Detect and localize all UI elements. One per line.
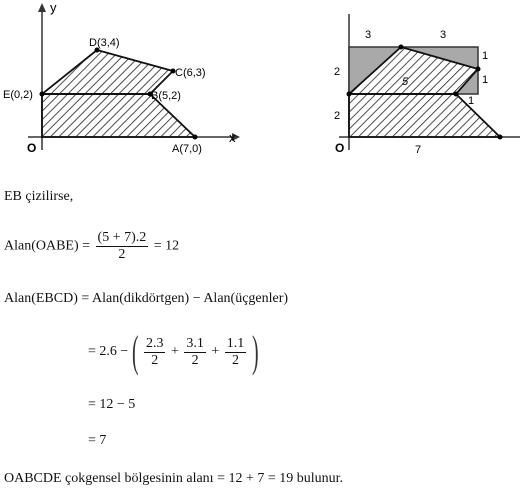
plus-2: + [211, 344, 220, 360]
point-e [40, 92, 45, 97]
y-axis-label: y [50, 0, 57, 15]
fraction-2-denominator: 2 [191, 352, 199, 368]
trapezoid-oabe [349, 94, 500, 137]
label-left-upper: 2 [334, 66, 341, 78]
fraction-3-numerator: 1.1 [226, 335, 245, 351]
label-inner-area: 5 [402, 76, 409, 88]
area-oabe-equation [4, 230, 179, 263]
label-c: C(6,3) [175, 67, 206, 79]
origin-label: O [335, 141, 345, 155]
line-eb-drawn: EB çizilirse, [4, 189, 74, 204]
label-top-right: 3 [440, 29, 447, 41]
plus-1: + [170, 344, 179, 360]
point-a [193, 135, 198, 140]
label-top-left: 3 [365, 29, 372, 41]
area-oabe-result: = 12 [153, 238, 180, 254]
fraction-1 [144, 336, 166, 369]
point-c [476, 67, 481, 72]
origin-label: O [27, 141, 37, 155]
left-paren: ( [131, 327, 139, 376]
area-ebcd-equation: Alan(EBCD) = Alan(dikdörtgen) − Alan(üçgenler) [4, 291, 289, 306]
label-e: E(0,2) [3, 89, 33, 101]
point-b [454, 92, 459, 97]
figure-polygon-coordinate [0, 0, 250, 160]
x-axis-label: x [229, 130, 236, 145]
point-d [399, 45, 404, 50]
right-paren: ) [251, 327, 259, 376]
fraction-numerator: (5 + 7).2 [97, 230, 147, 245]
fraction-denominator: 2 [118, 247, 126, 262]
calc-step-3: = 7 [88, 433, 107, 448]
fraction-1-numerator: 2.3 [145, 335, 164, 351]
area-oabe-label: Alan(OABE) = [4, 238, 91, 254]
label-d: D(3,4) [89, 37, 120, 49]
point-a [498, 135, 503, 140]
y-axis-arrow [38, 3, 46, 12]
label-right-upper: 1 [482, 50, 489, 62]
area-oabe-fraction [96, 230, 149, 263]
area-ebcd-calculation [88, 327, 259, 376]
fraction-3 [225, 336, 247, 369]
calc-step-2: = 12 − 5 [88, 397, 136, 412]
conclusion: OABCDE çokgensel bölgesinin alanı = 12 + 7 = 19 bulunur. [4, 471, 344, 486]
point-e [347, 92, 352, 97]
label-bottom: 7 [415, 144, 422, 156]
label-inner-one: 1 [468, 95, 475, 107]
fraction-2 [184, 336, 206, 369]
label-right-lower: 1 [482, 74, 489, 86]
fraction-3-denominator: 2 [232, 352, 240, 368]
fraction-1-denominator: 2 [151, 352, 159, 368]
fraction-2-numerator: 3.1 [186, 335, 204, 351]
label-a: A(7,0) [172, 143, 202, 155]
label-b: B(5,2) [151, 90, 181, 102]
calc-prefix: = 2.6 − [88, 344, 129, 360]
figure-area-decomposition [325, 0, 523, 160]
label-left-lower: 2 [334, 110, 341, 122]
